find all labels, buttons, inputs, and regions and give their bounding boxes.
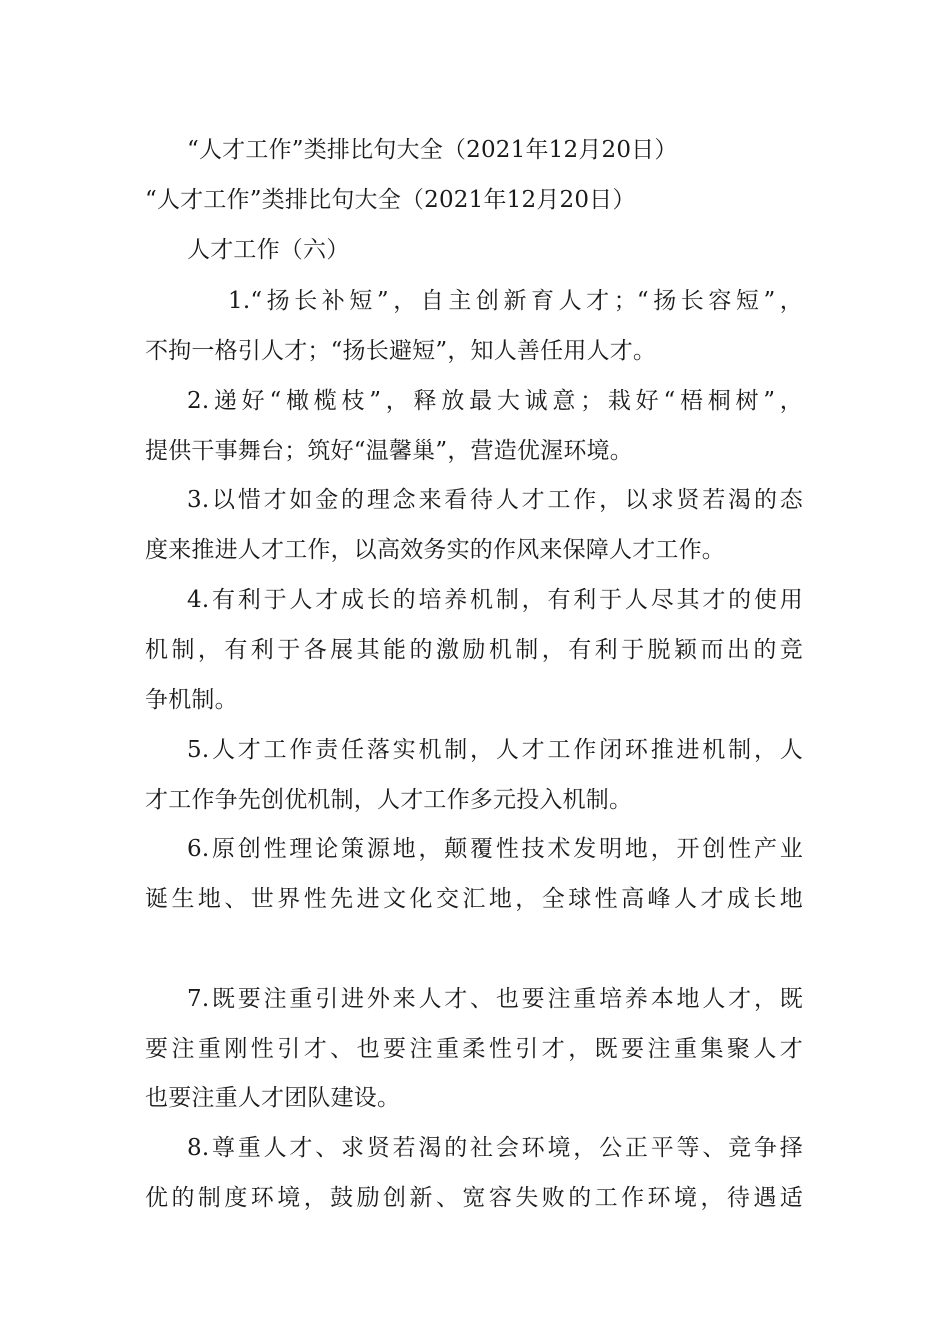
paragraph-8-line-2: 优的制度环境，鼓励创新、宽容失败的工作环境，待遇适 <box>145 1185 803 1211</box>
paragraph-6-line-1: 6.原创性理论策源地，颠覆性技术发明地，开创性产业 <box>187 836 803 862</box>
paragraph-5-line-1: 5.人才工作责任落实机制，人才工作闭环推进机制，人 <box>187 737 803 763</box>
paragraph-8-line-1: 8.尊重人才、求贤若渴的社会环境，公正平等、竞争择 <box>187 1135 803 1161</box>
document-title-repeat: “人才工作”类排比句大全（2021年12月20日） <box>145 187 636 213</box>
paragraph-1-line-2: 不拘一格引人才；“扬长避短”，知人善任用人才。 <box>145 338 657 364</box>
paragraph-5-line-2: 才工作争先创优机制，人才工作多元投入机制。 <box>145 787 633 813</box>
paragraph-7-line-2: 要注重刚性引才、也要注重柔性引才，既要注重集聚人才 <box>145 1036 803 1062</box>
paragraph-4-line-2: 机制，有利于各展其能的激励机制，有利于脱颖而出的竞 <box>145 637 803 663</box>
paragraph-4-line-3: 争机制。 <box>145 687 238 713</box>
document-title: “人才工作”类排比句大全（2021年12月20日） <box>187 137 678 163</box>
paragraph-2-line-2: 提供干事舞台；筑好“温馨巢”，营造优渥环境。 <box>145 438 633 464</box>
paragraph-3-line-1: 3.以惜才如金的理念来看待人才工作，以求贤若渴的态 <box>187 487 803 513</box>
paragraph-3-line-2: 度来推进人才工作，以高效务实的作风来保障人才工作。 <box>145 537 725 563</box>
paragraph-6-line-2: 诞生地、世界性先进文化交汇地，全球性高峰人才成长地 <box>145 886 803 912</box>
paragraph-4-line-1: 4.有利于人才成长的培养机制，有利于人尽其才的使用 <box>187 587 803 613</box>
paragraph-1-line-1: 1.“扬长补短”，自主创新育人才；“扬长容短”， <box>228 288 803 314</box>
paragraph-7-line-3: 也要注重人才团队建设。 <box>145 1085 401 1111</box>
paragraph-2-line-1: 2.递好“橄榄枝”，释放最大诚意；栽好“梧桐树”， <box>187 388 803 414</box>
paragraph-7-line-1: 7.既要注重引进外来人才、也要注重培养本地人才，既 <box>187 986 803 1012</box>
section-heading: 人才工作（六） <box>187 237 350 263</box>
